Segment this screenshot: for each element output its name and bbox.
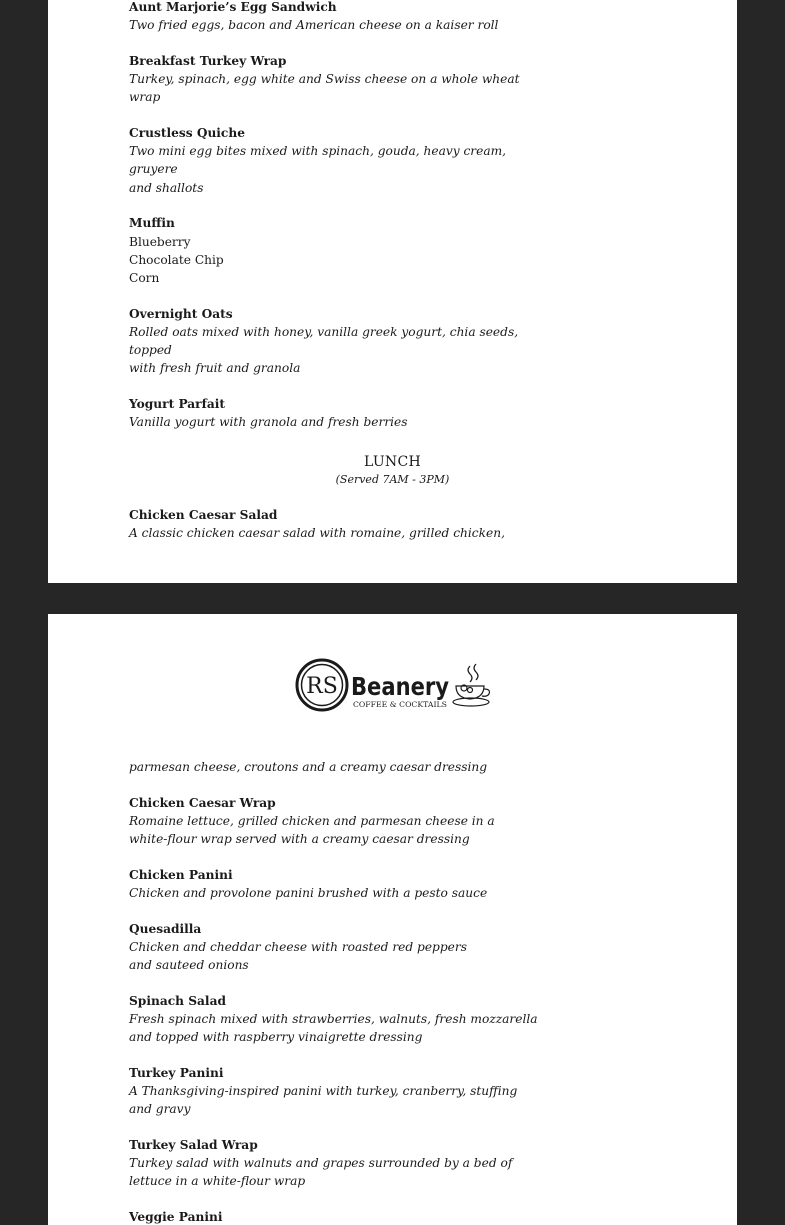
- menu-item-description: Romaine lettuce, grilled chicken and parmesan cheese in a: [129, 813, 495, 828]
- menu-item-option: Blueberry: [129, 234, 191, 249]
- menu-item-description: and sauteed onions: [129, 958, 249, 973]
- menu-item-name: Turkey Salad Wrap: [129, 1138, 258, 1153]
- logo-monogram: RS: [306, 674, 338, 699]
- menu-item: [129, 1064, 549, 1119]
- menu-item-description: and gravy: [129, 1102, 191, 1117]
- page-2-content: [129, 758, 549, 1225]
- menu-item-description: with fresh fruit and granola: [129, 361, 301, 376]
- menu-item-description: Two fried eggs, bacon and American cheese on a kaiser roll: [129, 18, 499, 33]
- coffee-cup-icon: [453, 664, 489, 706]
- menu-page-2: [48, 614, 737, 1225]
- menu-item-name: Turkey Panini: [129, 1065, 224, 1080]
- menu-item-description: Turkey, spinach, egg white and Swiss cheese on a whole wheat wrap: [129, 72, 520, 105]
- menu-item-description: white-flour wrap served with a creamy caesar dressing: [129, 832, 470, 847]
- menu-item-description: Two mini egg bites mixed with spinach, gouda, heavy cream, gruyere: [129, 144, 507, 177]
- menu-item-description: A classic chicken caesar salad with romaine, grilled chicken,: [129, 526, 505, 541]
- menu-item-description: Fresh spinach mixed with strawberries, walnuts, fresh mozzarella: [129, 1012, 538, 1027]
- menu-item: [129, 920, 549, 975]
- menu-item-option: Chocolate Chip: [129, 252, 224, 267]
- menu-item-description: Rolled oats mixed with honey, vanilla greek yogurt, chia seeds, topped: [129, 324, 519, 358]
- menu-item-name: Muffin: [129, 216, 175, 231]
- lunch-item-list: [129, 506, 549, 542]
- logo-brand: Beanery: [351, 672, 449, 701]
- menu-item-name: Overnight Oats: [129, 306, 233, 321]
- menu-item-description: lettuce in a white-flour wrap: [129, 1174, 306, 1189]
- menu-item-name: Veggie Panini: [129, 1210, 223, 1225]
- menu-item-name: Chicken Caesar Wrap: [129, 795, 276, 810]
- menu-item: [129, 395, 549, 431]
- menu-item-name: Crustless Quiche: [129, 126, 245, 141]
- menu-item: [129, 1136, 549, 1191]
- menu-item-name: Quesadilla: [129, 921, 202, 936]
- menu-item-name: Aunt Marjorie’s Egg Sandwich: [129, 0, 337, 14]
- menu-item-name: Yogurt Parfait: [129, 396, 225, 411]
- menu-item-option: Corn: [129, 270, 160, 285]
- menu-item-description: Chicken and cheddar cheese with roasted red peppers: [129, 939, 467, 954]
- menu-item-name: Spinach Salad: [129, 993, 226, 1008]
- menu-item-description: Turkey salad with walnuts and grapes surrounded by a bed of: [129, 1156, 513, 1171]
- menu-item: [129, 866, 549, 902]
- continued-description: parmesan cheese, croutons and a creamy caesar dressing: [129, 760, 488, 774]
- rs-beanery-logo: [294, 658, 494, 714]
- menu-item-description: Chicken and provolone panini brushed with a pesto sauce: [129, 886, 488, 901]
- page-1-content: [129, 0, 549, 560]
- menu-page-1: [48, 0, 737, 583]
- menu-item: [129, 992, 549, 1047]
- menu-item: [129, 0, 549, 34]
- lunch-hours: (Served 7AM - 3PM): [335, 472, 450, 486]
- breakfast-item-list: [129, 0, 549, 431]
- menu-item-description: A Thanksgiving-inspired panini with turkey, cranberry, stuffing: [129, 1084, 518, 1099]
- menu-item-description: Vanilla yogurt with granola and fresh berries: [129, 415, 408, 430]
- menu-item: [129, 794, 549, 849]
- menu-item-description: and shallots: [129, 180, 204, 195]
- menu-item: [129, 1208, 549, 1225]
- menu-item-name: Chicken Panini: [129, 867, 233, 882]
- menu-item: [129, 506, 549, 542]
- menu-item-name: Chicken Caesar Salad: [129, 507, 278, 522]
- menu-item: [129, 305, 549, 378]
- lunch-section-header: [48, 449, 737, 488]
- menu-item: [129, 52, 549, 107]
- logo-tagline: COFFEE & COCKTAILS: [353, 701, 448, 709]
- lunch-title: LUNCH: [363, 453, 421, 470]
- menu-item-name: Breakfast Turkey Wrap: [129, 53, 287, 68]
- lunch-item-list-continued: [129, 794, 549, 1225]
- menu-item: [129, 124, 549, 197]
- menu-item: [129, 214, 549, 287]
- menu-item-description: and topped with raspberry vinaigrette dressing: [129, 1030, 423, 1045]
- continued-item: [129, 758, 549, 776]
